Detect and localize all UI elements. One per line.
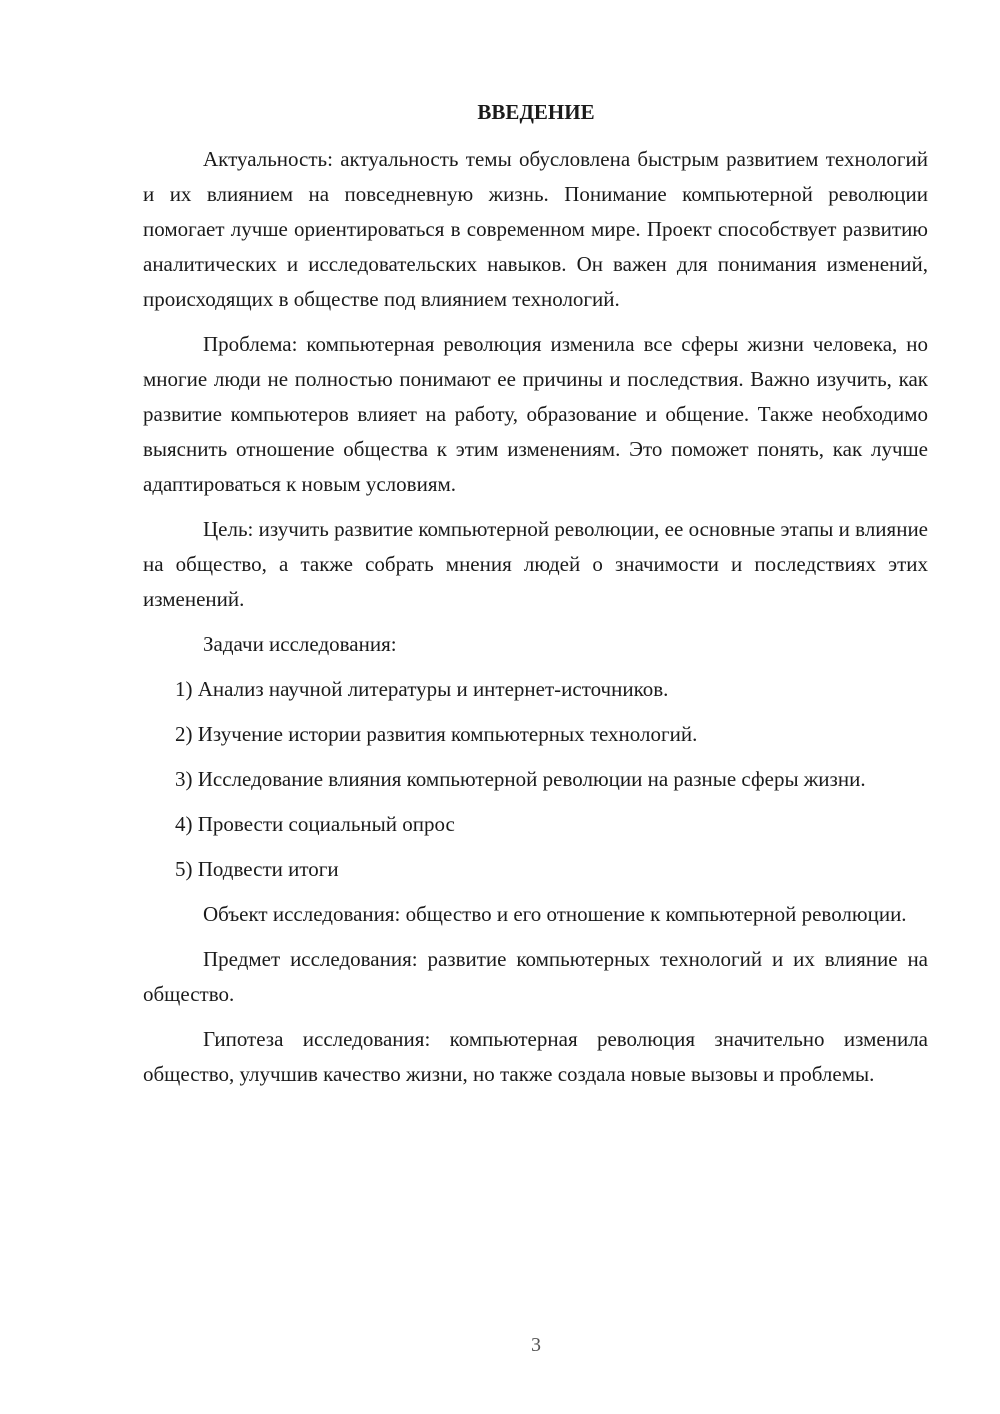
relevance-paragraph: Актуальность: актуальность темы обусловлена быстрым развитием технологий и их влиянием на повседневную жизнь. Понимание компьютерной революции помогает лучше ориентироваться в современном мире. Проект способствует развитию аналитических и исследовательских навыков. Он важен для понимания изменений, происходящих в обществе под влиянием технологий. bbox=[143, 147, 928, 311]
task-item: 1) Анализ научной литературы и интернет-источников. bbox=[175, 677, 669, 701]
task-item: 4) Провести социальный опрос bbox=[175, 812, 455, 836]
task-item: 5) Подвести итоги bbox=[175, 857, 339, 881]
page-number: 3 bbox=[531, 1334, 541, 1356]
object-paragraph: Объект исследования: общество и его отношение к компьютерной революции. bbox=[203, 902, 907, 926]
goal-paragraph: Цель: изучить развитие компьютерной революции, ее основные этапы и влияние на общество, а также собрать мнения людей о значимости и последствиях этих изменений. bbox=[143, 517, 928, 611]
subject-paragraph: Предмет исследования: развитие компьютерных технологий и их влияние на общество. bbox=[143, 947, 928, 1006]
section-title: ВВЕДЕНИЕ bbox=[477, 100, 595, 124]
task-item: 3) Исследование влияния компьютерной революции на разные сферы жизни. bbox=[175, 767, 866, 791]
document-body bbox=[143, 142, 928, 1102]
task-item: 2) Изучение истории развития компьютерных технологий. bbox=[175, 722, 698, 746]
hypothesis-paragraph: Гипотеза исследования: компьютерная революция значительно изменила общество, улучшив качество жизни, но также создала новые вызовы и проблемы. bbox=[143, 1027, 928, 1086]
tasks-heading: Задачи исследования: bbox=[203, 632, 397, 656]
problem-paragraph: Проблема: компьютерная революция изменила все сферы жизни человека, но многие люди не полностью понимают ее причины и последствия. Важно изучить, как развитие компьютеров влияет на работу, образование и общение. Также необходимо выяснить отношение общества к этим изменениям. Это поможет понять, как лучше адаптироваться к новым условиям. bbox=[143, 332, 928, 496]
